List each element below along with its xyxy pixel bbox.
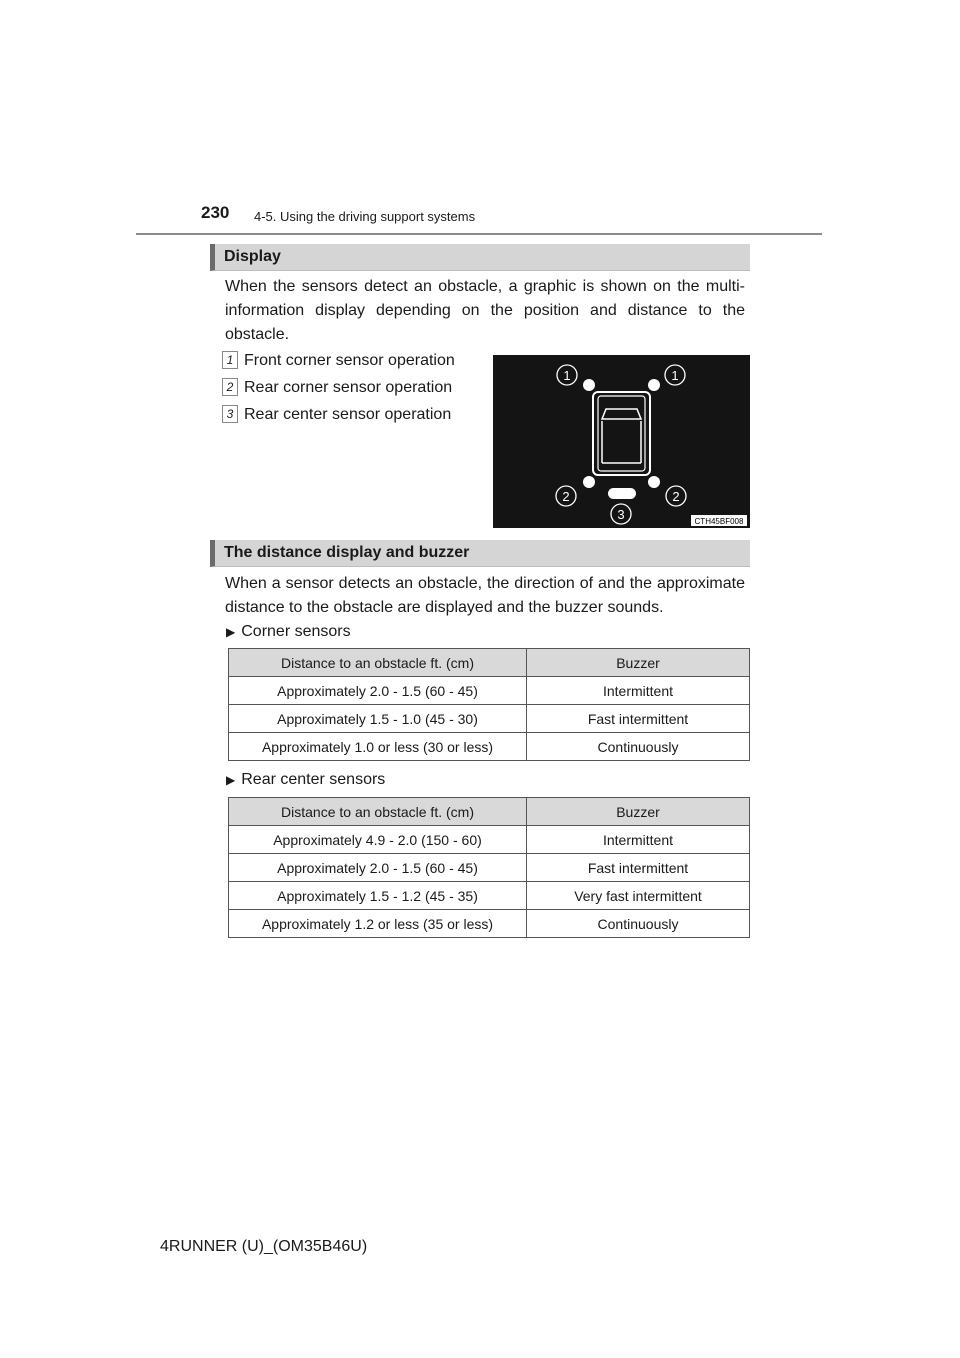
front-left-sensor-dot	[583, 379, 595, 391]
footer-model: 4RUNNER (U)_(OM35B46U)	[160, 1238, 368, 1255]
legend-label: Rear center sensor operation	[244, 406, 452, 423]
windshield	[602, 409, 641, 419]
display-intro: When the sensors detect an obstacle, a graphic is shown on the multi-information display depending on the position and distance to the obstacle.	[225, 278, 745, 343]
table-cell: Very fast intermittent	[527, 882, 750, 910]
rear-center-sensors-table	[228, 797, 750, 938]
table-header-row	[229, 798, 750, 826]
display-section-header	[210, 244, 750, 271]
vehicle-body-inner	[598, 396, 645, 471]
table-cell: Approximately 1.5 - 1.0 (45 - 30)	[229, 705, 527, 733]
table-row	[229, 705, 750, 733]
table-cell: Approximately 1.5 - 1.2 (45 - 35)	[229, 882, 527, 910]
callout-front-left	[557, 365, 577, 385]
callout-rear-right	[666, 486, 686, 506]
callout-label: 1	[671, 368, 679, 383]
callout-label: 3	[617, 507, 625, 522]
header-divider	[136, 233, 822, 235]
legend-label: Rear corner sensor operation	[244, 379, 453, 396]
table-header-row	[229, 649, 750, 677]
page-number: 230	[201, 203, 230, 222]
callout-rear-left	[556, 486, 576, 506]
front-right-sensor-dot	[648, 379, 660, 391]
table-row	[229, 882, 750, 910]
legend-number: 2	[222, 378, 238, 396]
corner-sensors-table	[228, 648, 750, 761]
rear-center-sensors-heading	[226, 771, 385, 789]
table-cell: Fast intermittent	[527, 705, 750, 733]
rear-left-sensor-dot	[583, 476, 595, 488]
sensor-display-figure	[493, 355, 750, 528]
table-cell: Intermittent	[527, 826, 750, 854]
column-header: Buzzer	[527, 798, 750, 826]
callout-label: 1	[563, 368, 571, 383]
table-cell: Approximately 1.0 or less (30 or less)	[229, 733, 527, 761]
legend-number: 3	[222, 405, 238, 423]
legend-item	[222, 351, 455, 371]
column-header: Buzzer	[527, 649, 750, 677]
triangle-bullet-icon: ▶	[226, 773, 236, 787]
table-cell: Fast intermittent	[527, 854, 750, 882]
callout-label: 2	[672, 489, 680, 504]
corner-sensors-label: Corner sensors	[241, 623, 351, 640]
legend-number: 1	[222, 351, 238, 369]
table-cell: Approximately 4.9 - 2.0 (150 - 60)	[229, 826, 527, 854]
callout-label: 2	[562, 489, 570, 504]
distance-section-title: The distance display and buzzer	[224, 544, 470, 561]
vehicle-sensor-diagram	[493, 355, 750, 528]
legend-item	[222, 378, 452, 398]
distance-section-header	[210, 540, 750, 567]
table-row	[229, 854, 750, 882]
table-row	[229, 910, 750, 938]
table-row	[229, 733, 750, 761]
triangle-bullet-icon: ▶	[226, 625, 236, 639]
callout-front-right	[665, 365, 685, 385]
display-section-title: Display	[224, 248, 281, 265]
callout-rear-center	[611, 504, 631, 524]
distance-intro: When a sensor detects an obstacle, the direction of and the approximate distance to the obstacle are displayed and the buzzer sounds.	[225, 575, 745, 616]
table-cell: Approximately 2.0 - 1.5 (60 - 45)	[229, 677, 527, 705]
column-header: Distance to an obstacle ft. (cm)	[229, 798, 527, 826]
legend-label: Front corner sensor operation	[244, 352, 455, 369]
table-row	[229, 826, 750, 854]
corner-sensors-heading	[226, 623, 351, 641]
table-cell: Intermittent	[527, 677, 750, 705]
figure-code: CTH45BF008	[694, 517, 744, 526]
rear-right-sensor-dot	[648, 476, 660, 488]
chapter-title: 4-5. Using the driving support systems	[254, 209, 476, 224]
table-row	[229, 677, 750, 705]
rear-center-sensor-bar	[608, 488, 636, 499]
table-cell: Continuously	[527, 733, 750, 761]
column-header: Distance to an obstacle ft. (cm)	[229, 649, 527, 677]
rear-center-sensors-label: Rear center sensors	[241, 771, 386, 788]
table-cell: Continuously	[527, 910, 750, 938]
table-cell: Approximately 1.2 or less (35 or less)	[229, 910, 527, 938]
table-cell: Approximately 2.0 - 1.5 (60 - 45)	[229, 854, 527, 882]
legend-item	[222, 405, 451, 425]
